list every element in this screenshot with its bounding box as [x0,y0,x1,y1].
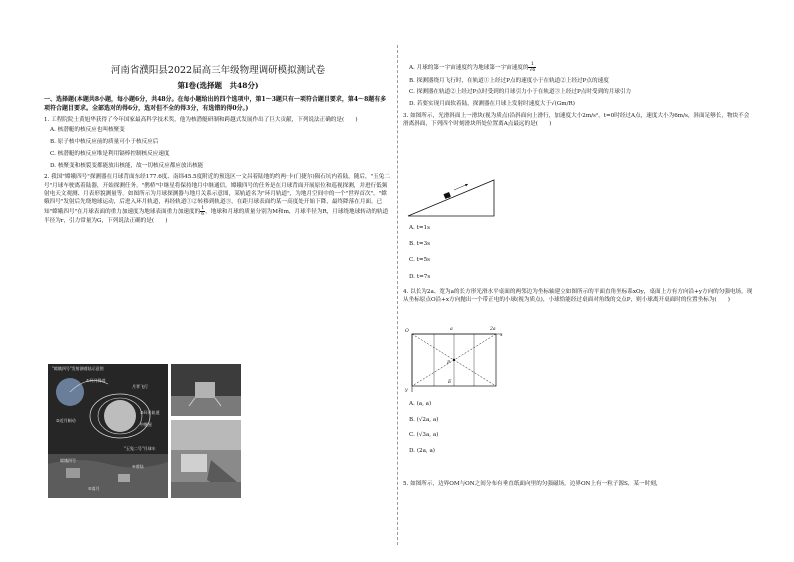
photo-label: ④着陆 [132,464,144,469]
photo-caption: "嫦娥四号"发射测着陆示意图 [52,366,104,371]
tick-2a-label: 2a [490,327,496,332]
rover-photo [171,420,241,498]
right-column [403,62,753,130]
question-4-option-b: B. (√2a, a) [409,416,439,423]
question-2-stem [44,173,392,225]
option-d-formula: √(Gm/R) [551,101,575,108]
photo-label: ③环月轨道 [140,410,160,415]
origin-label: O [405,329,409,334]
question-4-stem: 4. 以长为2a、宽为a的长方形光滑水平桌面的两邻边为坐标轴建立如图所示的平面直角坐标系xOy，桌面上方有方向沿+y方向的匀强电场，现从坐标原点O沿+x方向抛出一个带正电的小球(视为质点)，小球恰能经过桌面对角线的交点P，则小球离开桌面时的位置坐标为( ) [403,289,753,304]
question-4-option-c: C. (√3a, a) [409,432,439,439]
fraction-denominator: 6 [201,212,205,218]
question-2 [44,173,392,225]
question-4-options [403,400,753,463]
question-3-options [403,224,753,289]
question-3-stem: 3. 如图所示，光滑斜面上一滑块(视为质点)沿斜面向上滑行，加速度大小2m/s²，t=0时经过A点，速度大小为6m/s，斜面足够长，物块不会滑离斜面，下列四个时刻滑块所处位置离A点最远的是( ) [403,112,750,128]
question-5-stem: 5. 如图所示，边界OM与ON之间分布有垂直纸面向里的匀强磁场，边界ON上有一粒子源S，某一时刻， [403,481,662,487]
coordinate-diagram [404,328,504,394]
rover-icon [118,474,130,482]
question-1-option-a: A. 核潜艇的核反应也叫核聚变 [50,127,125,134]
question-3-option-c: C. t=5s [409,257,431,264]
page-title: 河南省濮阳县2022届高三年级物理调研模拟测试卷 [110,65,326,76]
lander-icon [66,468,80,478]
question-4-option-d: D. (2a, a) [409,448,435,455]
orbit-sketch [48,364,168,498]
column-divider [397,45,398,545]
question-2-option-b: B. 探测器绕月飞行时，在轨道①上经过P点的速度小于在轨道②上经过P点的速度 [409,77,609,84]
photo-label: "玉兔二号"月球车 [124,446,156,451]
fraction-numerator: 1 [528,62,536,68]
option-a-text: A. 月球的第一宇宙速度约为地球第一宇宙速度的 [409,65,529,71]
incline-triangle [408,180,494,216]
section-instructions: 一、选择题(本题共8小题，每小题6分，共48分。在每小题给出的四个选项中，第1～3题只有一项符合题目要求，第4～8题有多项符合题目要求。全部选对的得6分，选对但不全的得3分，有选错的得0分。) [44,96,387,112]
incline-diagram [406,176,498,220]
photo-label: 月背飞行 [132,384,148,389]
moon-icon [104,400,136,432]
option-d-text: D. 若要实现月面软着陆，探测器在月球上发射时速度大于 [409,101,552,108]
question-5 [403,480,753,490]
photo-label: ②近月制动 [56,418,76,423]
question-2-option-c: C. 探测器在轨道②上经过P点时受到的月球引力小于在轨道③上经过P点时受到的月球引力 [409,89,632,96]
question-2-stem-tail: ，地球和月球的质量分别为M和m，月球半径为R，月球绕地球转动的轨道半径为r，引力常量为G，下列说法正确的是( ) [44,209,389,225]
page-subtitle: 第Ⅰ卷(选择题 共48分) [177,81,259,90]
photo-label: ①环月降落 [86,378,106,383]
question-1 [44,116,392,170]
photo-label: 嫦娥四号 [60,458,76,463]
fraction-numerator: 1 [201,206,205,212]
question-1-stem: 1. 工程院院士黄旭华获得了今年国家最高科学技术奖，他为核潜艇研制和跨越式发展作出了巨大贡献，下列说法正确的是( ) [44,117,358,123]
question-3-option-d: D. t=7s [409,273,431,280]
option-a-fraction [528,62,536,73]
p-label: P [447,361,451,366]
question-4-option-a: A. (a, a) [409,401,432,407]
question-1-option-d: D. 核聚变和核裂变都能放出核能，故一切核反应都应放出核能 [50,162,204,169]
x-axis-label: x [500,333,503,338]
photo-label: ⑤落月 [88,486,100,491]
question-1-option-b: B. 原子核中核反应前的质量可小于核反应后 [50,139,159,145]
question-3 [403,112,753,128]
y-axis-label: y [405,388,408,393]
question-2-stem-text: 2. 我国"嫦娥四号"探测器在月球背面东经177.6度、南纬45.5度附近的预选区一文昌着陆地的约两·卡(门捷尔)陨石坑内着陆，随后，"玉兔二号"月球车驶离着陆器，开始探测任务，"鹊桥"中继星将保持地月中继通信。嫦娥四号的任务是在月球背面开展原位和巡视探测，并进行低频射电天文观测、月表形貌测量等。如图所示为月球探测器与地月关系示意图，某轨道名为"环月轨道"，为地月空间中的一个"世界首次"。"嫦娥四号"发射后先绕地球运动，后进入环月轨道，再经轨道①②转移到轨道③，在距月球表面约某一高度处开始下降，最终降落在月面。已知"嫦娥四号"在月球表面的重力加速度为地球表面重力加速度的 [44,174,390,216]
rover-photo-sketch [171,420,241,498]
question-2-option-d [409,100,753,108]
point-a-label: A [446,194,451,200]
question-2-option-a [409,62,753,73]
lander-photo [171,364,241,416]
photo-label: 中继星 [140,422,152,427]
lunar-orbit-diagram-image [48,364,168,498]
lander-photo-sketch [171,364,241,416]
fraction-denominator: √6 [529,68,536,73]
left-column [44,62,392,227]
question-4 [403,288,753,306]
question-1-option-c: C. 核潜艇的核反应堆是利用镉棒控制核反应速度 [50,150,170,157]
question-3-option-b: B. t=3s [409,241,431,248]
tick-a-label: a [450,327,453,332]
point-p [453,359,455,361]
question-3-option-a: A. t=1s [409,225,430,231]
field-e-label: E [448,380,452,385]
